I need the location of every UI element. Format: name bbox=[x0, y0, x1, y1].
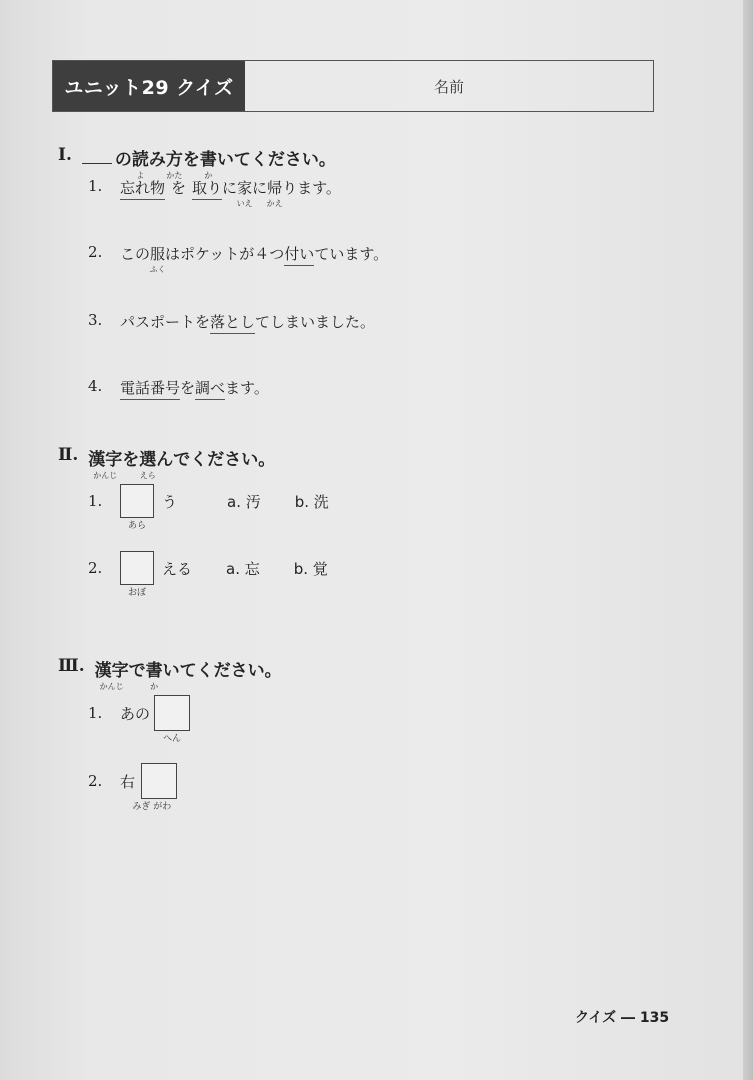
section2-heading: Ⅱ. 漢字 かんじ を 選 えら んでください。 bbox=[58, 445, 276, 480]
answer-box[interactable] bbox=[154, 695, 190, 731]
answer-box[interactable] bbox=[141, 763, 177, 799]
section3-heading: Ⅲ. 漢字 かんじ で 書 か いてください。 bbox=[58, 656, 282, 691]
choice-a[interactable]: a. 忘 bbox=[226, 559, 260, 578]
section3-question-1: 1. あの へん bbox=[88, 695, 190, 731]
underline-blank bbox=[82, 145, 112, 164]
answer-box[interactable] bbox=[120, 551, 154, 585]
choice-b[interactable]: b. 洗 bbox=[294, 492, 329, 511]
section1-question-2: 2. この 服 ふく はポケットが４つ 付い ています。 bbox=[88, 243, 389, 274]
section1-heading: Ⅰ. の 読 よ み 方 かた を 書 か いてください。 bbox=[58, 145, 336, 180]
section2-question-2: 2. おぼ える a. 忘 b. 覚 bbox=[88, 551, 328, 585]
section1-question-3: 3. パスポートを 落とし てしまいました。 bbox=[88, 311, 375, 334]
quiz-header bbox=[52, 60, 654, 112]
choice-b[interactable]: b. 覚 bbox=[293, 559, 328, 578]
section1-question-1: 1. 忘れ物 を 取り に 家 いえ に 帰 かえ ります。 bbox=[88, 177, 341, 208]
page-footer: クイズ ― 135 bbox=[575, 1010, 670, 1026]
section2-question-1: 1. あら う a. 汚 b. 洗 bbox=[88, 484, 329, 518]
page-edge bbox=[743, 0, 753, 1080]
answer-box[interactable] bbox=[120, 484, 154, 518]
section1-question-4: 4. 電話番号 を 調べ ます。 bbox=[88, 377, 269, 400]
quiz-title: ユニット29 クイズ bbox=[53, 61, 245, 111]
name-field: 名前 bbox=[433, 77, 464, 96]
section3-question-2: 2. 右 みぎ がわ bbox=[88, 763, 177, 799]
choice-a[interactable]: a. 汚 bbox=[227, 492, 261, 511]
